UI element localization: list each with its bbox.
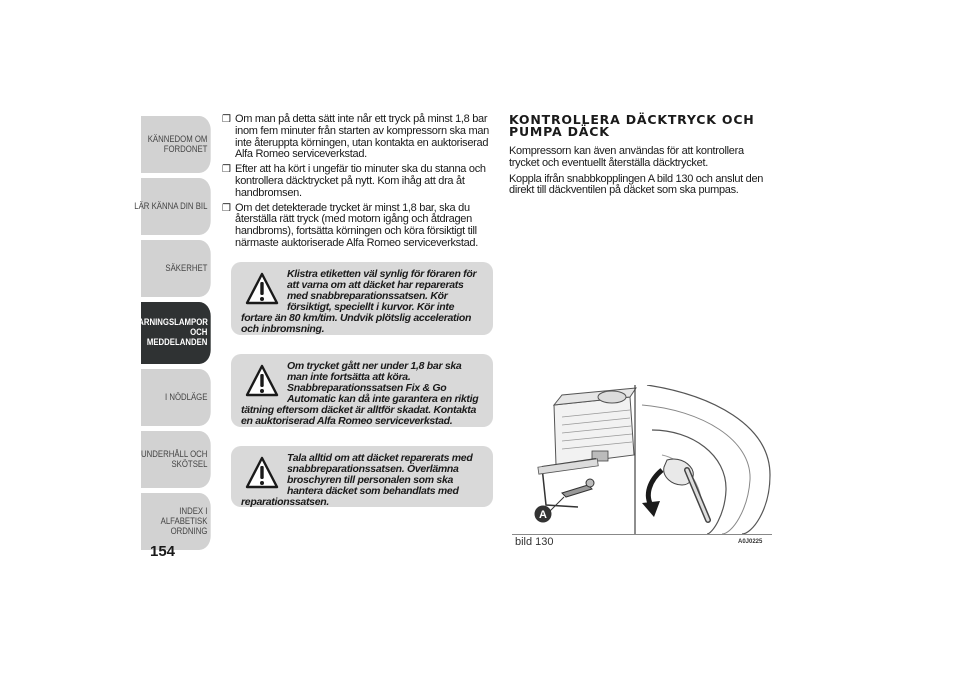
- warning-triangle-icon: [245, 272, 279, 306]
- warning-triangle-icon: [245, 456, 279, 490]
- chapter-tabs: [133, 116, 211, 555]
- paragraph: Kompressorn kan även användas för att kontrollera trycket och eventuellt återställa däcktrycket.: [509, 145, 744, 169]
- warning-triangle-icon: [245, 364, 279, 398]
- tab-varningslampor[interactable]: VARNINGSLAMPOR OCH MEDDELANDEN: [141, 302, 211, 364]
- tab-i-nodlage[interactable]: I NÖDLÄGE: [141, 369, 211, 426]
- list-item: ❒ Om det detekterade trycket är minst 1,8 bar, ska du återställa rätt tryck (med motorn igång och åtdragen handbroms), fortsätta körningen och köra försiktigt till närmaste auktoriserade Alfa Romeo serviceverkstad.: [222, 201, 479, 249]
- tab-kannedom[interactable]: KÄNNEDOM OM FORDONET: [141, 116, 211, 173]
- compressor-tire-illustration: [512, 385, 772, 534]
- callout-label-a: A: [539, 509, 547, 521]
- checkbox-bullet-icon: ❒: [222, 114, 231, 125]
- checkbox-bullet-icon: ❒: [222, 202, 231, 214]
- checkbox-bullet-icon: ❒: [222, 164, 231, 176]
- right-column: [509, 114, 774, 201]
- warning-box: Klistra etiketten väl synlig för föraren för att varna om att däcket har reparerats med snabbreparationssatsen. Kör försiktigt, speciellt i kurvor. Kör inte fortare än 80 km/tim. Undvik plötslig acceleration och inbromsning.: [231, 262, 493, 335]
- left-column: [222, 114, 492, 253]
- section-heading: KONTROLLERA DÄCKTRYCK OCH PUMPA DÄCK: [509, 112, 755, 139]
- tab-underhall[interactable]: UNDERHÅLL OCH SKÖTSEL: [141, 431, 211, 488]
- tab-index[interactable]: INDEX I ALFABETISK ORDNING: [141, 493, 211, 550]
- warning-box: Tala alltid om att däcket reparerats med snabbreparationssatsen. Överlämna broschyren till personalen som ska hantera däcket som behandlats med reparationssatsen.: [231, 446, 493, 507]
- paragraph: Koppla ifrån snabbkopplingen A bild 130 och anslut den direkt till däckventilen på däcket som ska pumpas.: [509, 172, 764, 197]
- page-number: 154: [150, 543, 176, 560]
- figure-code: A0J0225: [738, 539, 763, 545]
- list-item: ❒ Efter att ha kört i ungefär tio minuter ska du stanna och kontrollera däcktrycket på nytt. Kom ihåg att dra åt handbromsen.: [222, 163, 486, 199]
- figure-compressor-illustration: [512, 385, 772, 535]
- warning-box: Om trycket gått ner under 1,8 bar ska man inte fortsätta att köra. Snabbreparationssatsen Fix & Go Automatic kan då inte garantera en riktig tätning eftersom däcket är alltför skadat. Kontakta en auktoriserad Alfa Romeo serviceverkstad.: [231, 354, 493, 427]
- list-item: ❒ Om man på detta sätt inte når ett tryck på minst 1,8 bar inom fem minuter från starten av kompressorn ska man inte återuppta körningen, utan kontakta en auktoriserad Alfa Romeo serviceverkstad.: [222, 113, 490, 161]
- tab-lar-kanna[interactable]: LÄR KÄNNA DIN BIL: [141, 178, 211, 235]
- figure-caption: bild 130: [515, 536, 554, 548]
- tab-sakerhet[interactable]: SÄKERHET: [141, 240, 211, 297]
